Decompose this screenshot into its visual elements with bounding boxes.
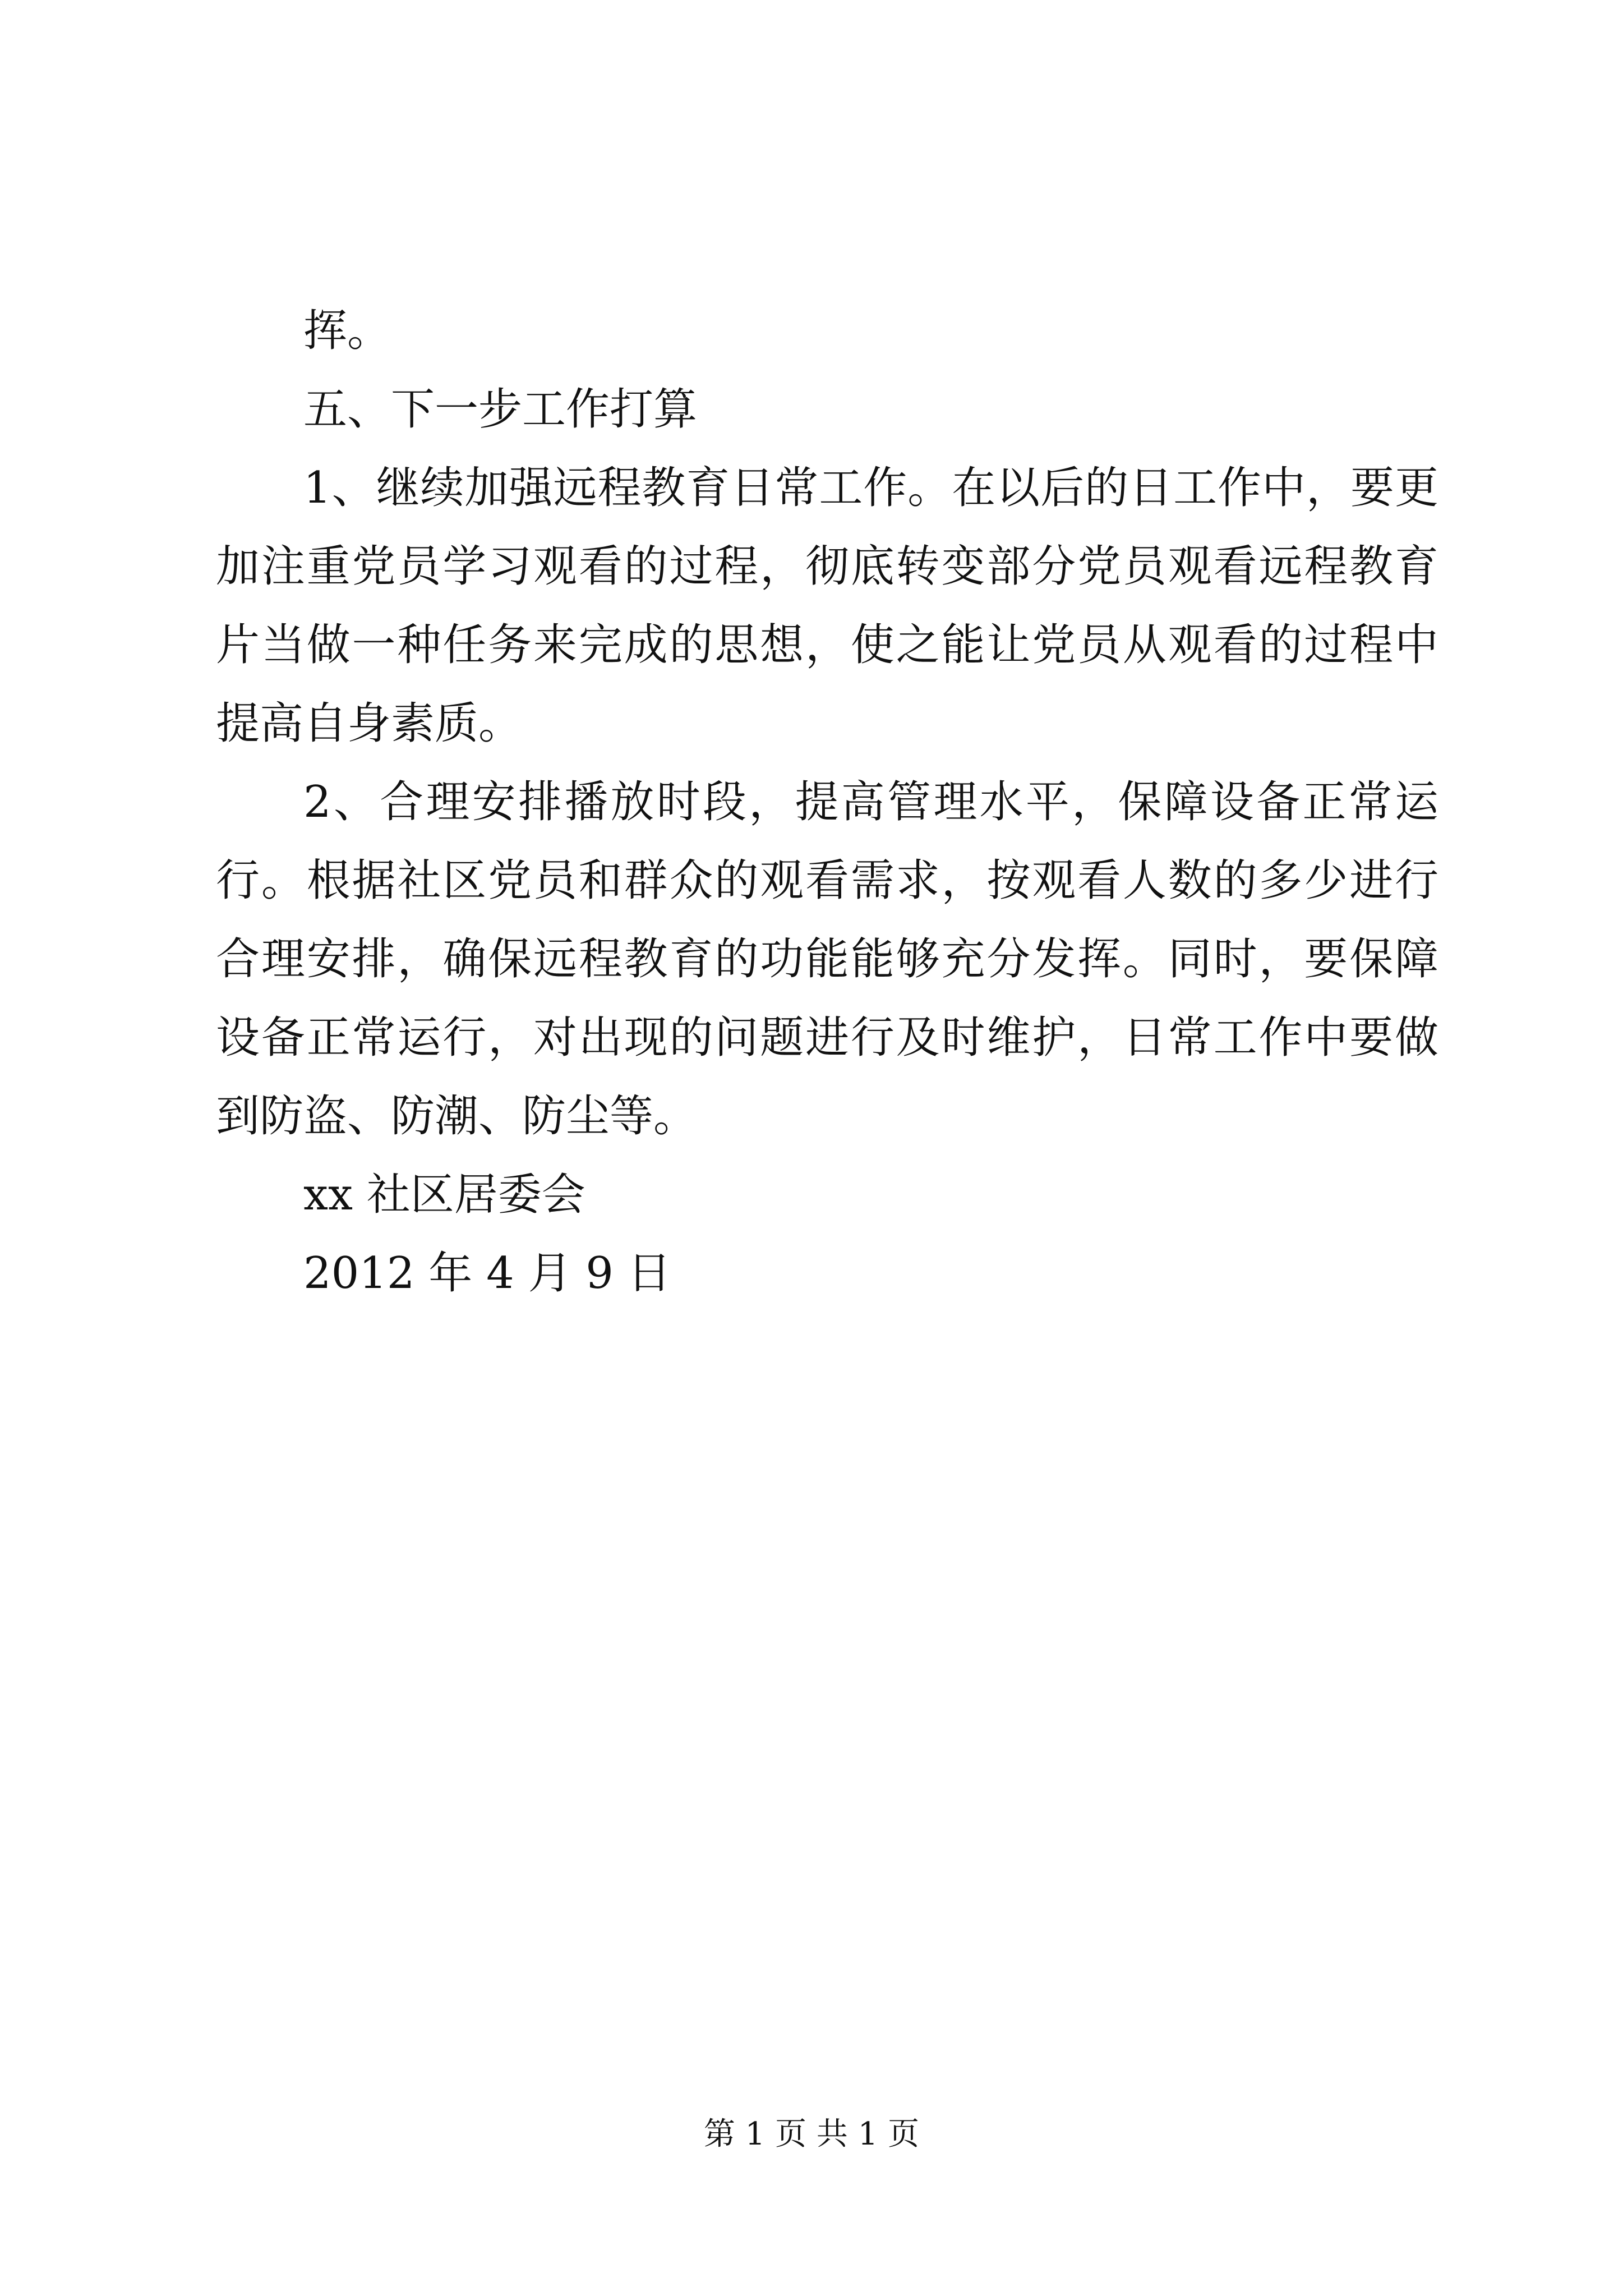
paragraph-item-2: 2、合理安排播放时段，提高管理水平，保障设备正常运行。根据社区党员和群众的观看需求，按观看人数的多少进行合理安排，确保远程教育的功能能够充分发挥。同时，要保障设备正常运行，对出现的问题进行及时维护，日常工作中要做到防盗、防潮、防尘等。 (216, 777, 1438, 1142)
signature-organization: xx 社区居委会 (303, 1170, 585, 1220)
page-footer: 第 1 页 共 1 页 (703, 2116, 920, 2152)
section-heading: 五、下一步工作打算 (303, 384, 698, 435)
signature-date: 2012 年 4 月 9 日 (303, 1248, 671, 1299)
paragraph-continuation: 挥。 (303, 306, 391, 356)
document-body (216, 292, 1438, 1313)
paragraph-item-1: 1、继续加强远程教育日常工作。在以后的日工作中，要更加注重党员学习观看的过程，彻底转变部分党员观看远程教育片当做一种任务来完成的思想，使之能让党员从观看的过程中提高自身素质。 (216, 463, 1438, 749)
